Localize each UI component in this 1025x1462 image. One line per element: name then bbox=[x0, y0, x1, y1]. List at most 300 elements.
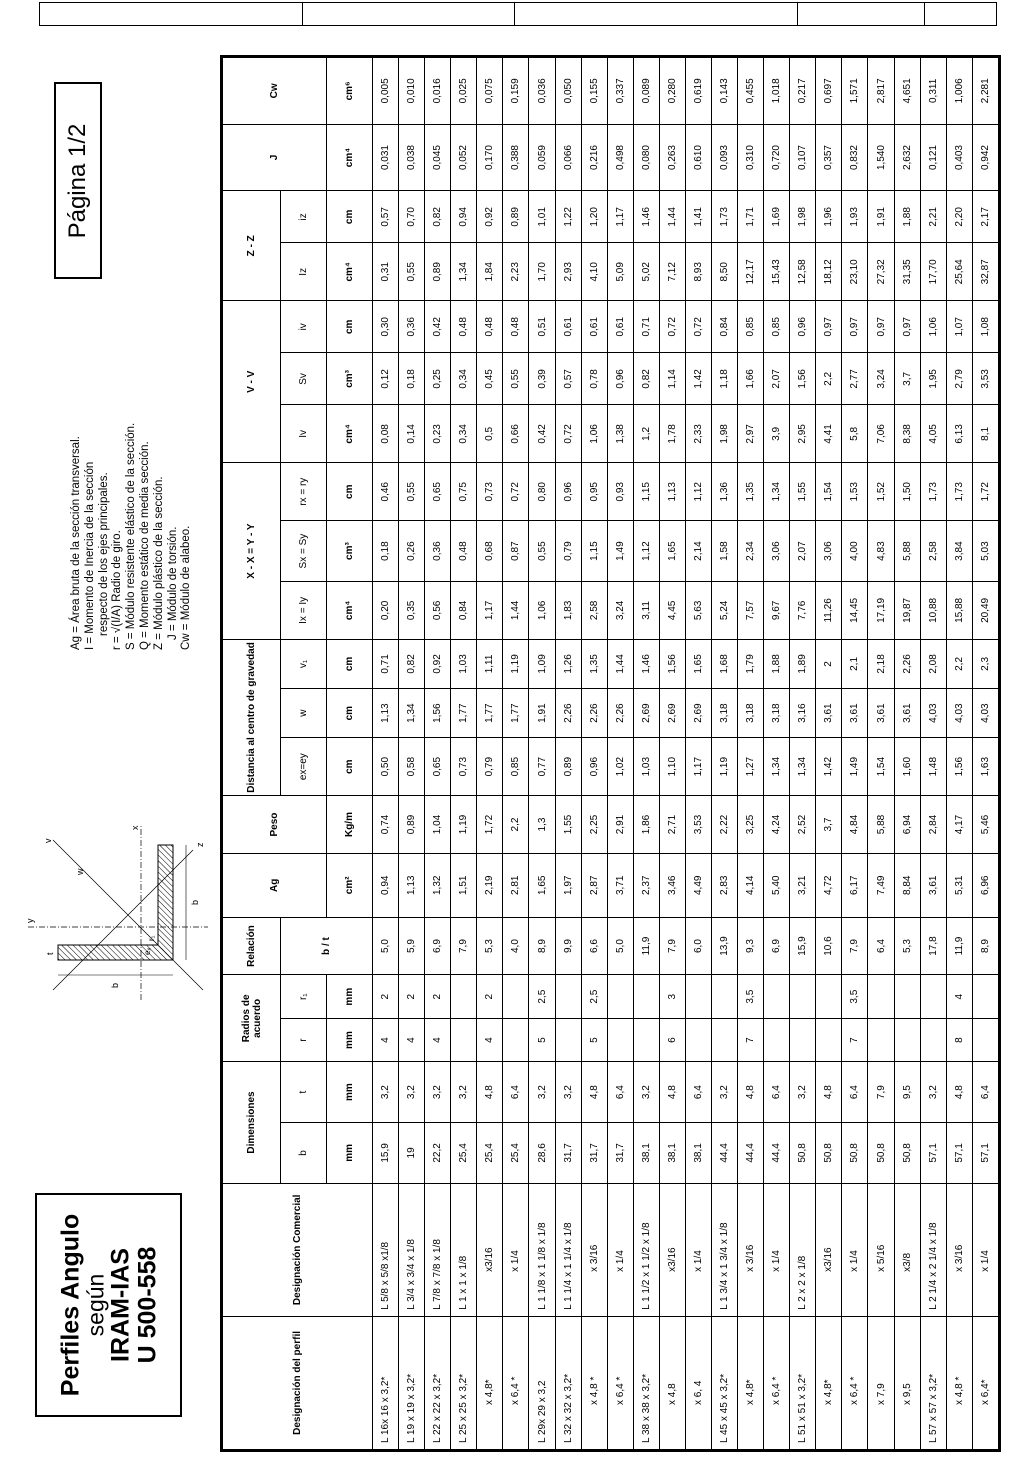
legend-line: Q = Momento estático de media sección. bbox=[138, 441, 151, 650]
cell-izs: 1,20 bbox=[581, 191, 607, 243]
cell-perfil: x 4,8 * bbox=[581, 1316, 607, 1449]
cell-izs: 0,82 bbox=[425, 191, 451, 243]
cell-peso: 4,17 bbox=[946, 796, 972, 854]
legend-line: r = √(I/A) Radio de giro. bbox=[111, 530, 124, 650]
cell-iv: 0,08 bbox=[373, 405, 399, 463]
cell-j: 0,052 bbox=[451, 124, 477, 191]
cell-ix: 5,63 bbox=[685, 581, 711, 639]
cell-comercial: L 1 1/2 x 1 1/2 x 1/8 bbox=[633, 1183, 659, 1316]
cell-cw: 0,016 bbox=[425, 58, 451, 125]
cell-perfil: x 7,9 bbox=[868, 1316, 894, 1449]
cell-comercial: L 2 x 2 x 1/8 bbox=[790, 1183, 816, 1316]
cell-ag: 4,49 bbox=[685, 853, 711, 917]
cell-izs: 1,46 bbox=[633, 191, 659, 243]
cell-peso: 5,88 bbox=[868, 796, 894, 854]
cell-ex: 0,85 bbox=[503, 738, 529, 796]
top-header-strip bbox=[39, 2, 997, 26]
cell-sx: 0,26 bbox=[399, 521, 425, 582]
cell-ivs: 0,97 bbox=[842, 301, 868, 353]
cell-perfil: L 19 x 19 x 3,2* bbox=[399, 1316, 425, 1449]
cell-peso: 2,91 bbox=[607, 796, 633, 854]
cell-r1: 3,5 bbox=[842, 975, 868, 1018]
cell-comercial: x 5/16 bbox=[868, 1183, 894, 1316]
cell-t: 6,4 bbox=[972, 1062, 998, 1123]
cell-rx: 1,12 bbox=[685, 463, 711, 521]
cell-iz: 23,10 bbox=[842, 243, 868, 301]
cell-iz: 1,84 bbox=[477, 243, 503, 301]
cell-ag: 3,21 bbox=[790, 853, 816, 917]
cell-iv: 7,06 bbox=[868, 405, 894, 463]
cell-iv: 2,97 bbox=[738, 405, 764, 463]
cell-peso: 4,84 bbox=[842, 796, 868, 854]
cell-sv: 0,45 bbox=[477, 353, 503, 405]
cell-iz: 1,70 bbox=[529, 243, 555, 301]
cell-cw: 0,155 bbox=[581, 58, 607, 125]
cell-perfil: L 51 x 51 x 3,2* bbox=[790, 1316, 816, 1449]
cell-ag: 2,87 bbox=[581, 853, 607, 917]
cell-r1 bbox=[685, 975, 711, 1018]
cell-b: 44,4 bbox=[764, 1123, 790, 1184]
cell-sv: 0,25 bbox=[425, 353, 451, 405]
cell-w: 2,69 bbox=[685, 689, 711, 738]
cell-ix: 10,88 bbox=[920, 581, 946, 639]
unit-rxry: cm bbox=[327, 463, 373, 521]
col-designacion-perfil: Designación del perfil bbox=[223, 1316, 373, 1449]
unit-ag: cm² bbox=[327, 853, 373, 917]
table-row bbox=[659, 58, 685, 1450]
cell-rx: 0,65 bbox=[425, 463, 451, 521]
cell-rx: 0,55 bbox=[399, 463, 425, 521]
cell-rx: 0,80 bbox=[529, 463, 555, 521]
cell-ix: 2,58 bbox=[581, 581, 607, 639]
cell-ivs: 0,30 bbox=[373, 301, 399, 353]
cell-peso: 6,94 bbox=[894, 796, 920, 854]
cell-rx: 1,34 bbox=[764, 463, 790, 521]
cell-j: 0,832 bbox=[842, 124, 868, 191]
cell-cw: 0,050 bbox=[555, 58, 581, 125]
unit-sxsy: cm³ bbox=[327, 521, 373, 582]
cell-b: 44,4 bbox=[738, 1123, 764, 1184]
cell-j: 0,045 bbox=[425, 124, 451, 191]
cell-b: 31,7 bbox=[581, 1123, 607, 1184]
cell-sx: 5,88 bbox=[894, 521, 920, 582]
cell-b: 15,9 bbox=[373, 1123, 399, 1184]
cell-j: 0,310 bbox=[738, 124, 764, 191]
cell-izs: 1,44 bbox=[659, 191, 685, 243]
cell-t: 6,4 bbox=[842, 1062, 868, 1123]
cell-r bbox=[633, 1018, 659, 1061]
col-distancia: Distancia al centro de gravedad bbox=[223, 639, 281, 795]
table-row bbox=[842, 58, 868, 1450]
cell-sv: 2,77 bbox=[842, 353, 868, 405]
cell-sv: 0,78 bbox=[581, 353, 607, 405]
cell-cw: 0,010 bbox=[399, 58, 425, 125]
cell-ix: 0,84 bbox=[451, 581, 477, 639]
cell-sx: 0,36 bbox=[425, 521, 451, 582]
unit-iv-small: cm bbox=[327, 301, 373, 353]
col-vv: V - V bbox=[223, 301, 281, 463]
cell-w: 1,77 bbox=[451, 689, 477, 738]
cell-peso: 0,89 bbox=[399, 796, 425, 854]
cell-b: 38,1 bbox=[659, 1123, 685, 1184]
cell-t: 3,2 bbox=[555, 1062, 581, 1123]
cell-perfil: L 57 x 57 x 3,2* bbox=[920, 1316, 946, 1449]
cell-comercial: x3/16 bbox=[816, 1183, 842, 1316]
cell-b: 50,8 bbox=[894, 1123, 920, 1184]
cell-ex: 0,73 bbox=[451, 738, 477, 796]
cell-b: 22,2 bbox=[425, 1123, 451, 1184]
cell-ex: 1,34 bbox=[790, 738, 816, 796]
table-row bbox=[764, 58, 790, 1450]
cell-b: 38,1 bbox=[633, 1123, 659, 1184]
cell-bt: 9,9 bbox=[555, 917, 581, 975]
cell-t: 4,8 bbox=[477, 1062, 503, 1123]
cell-bt: 8,9 bbox=[972, 917, 998, 975]
col-iv-small: iv bbox=[281, 301, 327, 353]
legend-line: respecto de los ejes principales. bbox=[97, 472, 110, 636]
cell-iz: 18,12 bbox=[816, 243, 842, 301]
cell-ix: 1,17 bbox=[477, 581, 503, 639]
cell-rx: 0,93 bbox=[607, 463, 633, 521]
cell-j: 0,263 bbox=[659, 124, 685, 191]
cell-bt: 11,9 bbox=[946, 917, 972, 975]
cell-r1 bbox=[894, 975, 920, 1018]
cell-r1: 2 bbox=[399, 975, 425, 1018]
cell-bt: 7,9 bbox=[842, 917, 868, 975]
cell-sx: 0,68 bbox=[477, 521, 503, 582]
cell-b: 19 bbox=[399, 1123, 425, 1184]
cell-rx: 1,35 bbox=[738, 463, 764, 521]
cell-ix: 1,06 bbox=[529, 581, 555, 639]
cell-j: 0,093 bbox=[712, 124, 738, 191]
col-j: J bbox=[223, 124, 327, 191]
cell-iv: 5,8 bbox=[842, 405, 868, 463]
cell-r1 bbox=[868, 975, 894, 1018]
cell-izs: 0,94 bbox=[451, 191, 477, 243]
cell-sv: 1,56 bbox=[790, 353, 816, 405]
cell-iv: 6,13 bbox=[946, 405, 972, 463]
cell-peso: 3,25 bbox=[738, 796, 764, 854]
cell-sx: 1,58 bbox=[712, 521, 738, 582]
cell-iv: 0,5 bbox=[477, 405, 503, 463]
unit-b: mm bbox=[327, 1123, 373, 1184]
cell-ix: 0,35 bbox=[399, 581, 425, 639]
cell-ag: 3,46 bbox=[659, 853, 685, 917]
cell-comercial: L 3/4 x 3/4 x 1/8 bbox=[399, 1183, 425, 1316]
cell-b: 50,8 bbox=[816, 1123, 842, 1184]
cell-comercial: L 1 x 1 x 1/8 bbox=[451, 1183, 477, 1316]
cell-ag: 1,97 bbox=[555, 853, 581, 917]
cell-bt: 6,9 bbox=[425, 917, 451, 975]
cell-w: 3,61 bbox=[842, 689, 868, 738]
cell-rx: 1,73 bbox=[920, 463, 946, 521]
cell-ag: 7,49 bbox=[868, 853, 894, 917]
cell-cw: 0,217 bbox=[790, 58, 816, 125]
cell-rx: 1,53 bbox=[842, 463, 868, 521]
cell-bt: 17,8 bbox=[920, 917, 946, 975]
cell-w: 3,61 bbox=[868, 689, 894, 738]
cell-rx: 1,55 bbox=[790, 463, 816, 521]
unit-sv: cm³ bbox=[327, 353, 373, 405]
cell-izs: 1,01 bbox=[529, 191, 555, 243]
cell-ivs: 0,97 bbox=[894, 301, 920, 353]
table-row bbox=[894, 58, 920, 1450]
cell-ix: 4,45 bbox=[659, 581, 685, 639]
table-row bbox=[451, 58, 477, 1450]
cell-peso: 1,86 bbox=[633, 796, 659, 854]
cell-ivs: 0,51 bbox=[529, 301, 555, 353]
cell-j: 0,107 bbox=[790, 124, 816, 191]
cell-v1: 1,11 bbox=[477, 639, 503, 688]
cell-r: 4 bbox=[399, 1018, 425, 1061]
cell-ivs: 0,48 bbox=[503, 301, 529, 353]
cell-iv: 2,95 bbox=[790, 405, 816, 463]
cell-r1 bbox=[633, 975, 659, 1018]
cell-comercial: L 2 1/4 x 2 1/4 x 1/8 bbox=[920, 1183, 946, 1316]
col-ag: Ag bbox=[223, 853, 327, 917]
cell-r: 7 bbox=[738, 1018, 764, 1061]
cell-comercial: L 1 1/4 x 1 1/4 x 1/8 bbox=[555, 1183, 581, 1316]
cell-sx: 0,87 bbox=[503, 521, 529, 582]
properties-table-frame bbox=[220, 55, 1001, 1452]
cell-ag: 3,61 bbox=[920, 853, 946, 917]
cell-b: 50,8 bbox=[868, 1123, 894, 1184]
legend-line: Ag = Área bruta de la sección transversal. bbox=[70, 436, 82, 650]
cell-sv: 2,79 bbox=[946, 353, 972, 405]
cell-ex: 1,56 bbox=[946, 738, 972, 796]
cell-izs: 0,70 bbox=[399, 191, 425, 243]
cell-cw: 0,337 bbox=[607, 58, 633, 125]
cell-bt: 9,3 bbox=[738, 917, 764, 975]
cell-v1: 0,92 bbox=[425, 639, 451, 688]
cell-b: 38,1 bbox=[685, 1123, 711, 1184]
cell-rx: 0,72 bbox=[503, 463, 529, 521]
cell-perfil: L 38 x 38 x 3,2* bbox=[633, 1316, 659, 1449]
cell-w: 2,26 bbox=[555, 689, 581, 738]
cell-r1: 4 bbox=[946, 975, 972, 1018]
unit-w: cm bbox=[327, 689, 373, 738]
cell-v1: 1,68 bbox=[712, 639, 738, 688]
cell-t: 6,4 bbox=[503, 1062, 529, 1123]
cell-rx: 0,46 bbox=[373, 463, 399, 521]
cell-peso: 2,52 bbox=[790, 796, 816, 854]
cell-sv: 0,96 bbox=[607, 353, 633, 405]
svg-text:w: w bbox=[75, 868, 85, 875]
svg-text:x: x bbox=[130, 825, 140, 830]
table-row bbox=[685, 58, 711, 1450]
col-sv: Sv bbox=[281, 353, 327, 405]
cell-r1: 3,5 bbox=[738, 975, 764, 1018]
cell-ex: 0,58 bbox=[399, 738, 425, 796]
cell-perfil: x 6,4 * bbox=[607, 1316, 633, 1449]
cell-comercial: x3/16 bbox=[659, 1183, 685, 1316]
properties-table bbox=[222, 57, 999, 1450]
cell-w: 1,77 bbox=[477, 689, 503, 738]
cell-comercial: x3/16 bbox=[477, 1183, 503, 1316]
cell-t: 3,2 bbox=[633, 1062, 659, 1123]
cell-bt: 5,0 bbox=[373, 917, 399, 975]
cell-bt: 5,9 bbox=[399, 917, 425, 975]
cell-iz: 32,87 bbox=[972, 243, 998, 301]
cell-bt: 10,6 bbox=[816, 917, 842, 975]
cell-iv: 4,05 bbox=[920, 405, 946, 463]
cell-perfil: x 6,4 * bbox=[503, 1316, 529, 1449]
cell-ag: 1,13 bbox=[399, 853, 425, 917]
cell-izs: 1,22 bbox=[555, 191, 581, 243]
cell-b: 50,8 bbox=[790, 1123, 816, 1184]
cell-sv: 3,24 bbox=[868, 353, 894, 405]
cell-sv: 0,82 bbox=[633, 353, 659, 405]
cell-peso: 3,53 bbox=[685, 796, 711, 854]
svg-text:b: b bbox=[110, 982, 120, 988]
cell-b: 50,8 bbox=[842, 1123, 868, 1184]
header-cell bbox=[798, 3, 925, 25]
cell-bt: 8,9 bbox=[529, 917, 555, 975]
cell-r1: 2 bbox=[477, 975, 503, 1018]
legend-line: I = Momento de Inercia de la sección bbox=[83, 461, 96, 650]
cell-ag: 1,32 bbox=[425, 853, 451, 917]
cell-w: 2,26 bbox=[607, 689, 633, 738]
cell-ag: 2,83 bbox=[712, 853, 738, 917]
cell-t: 3,2 bbox=[529, 1062, 555, 1123]
cell-cw: 0,036 bbox=[529, 58, 555, 125]
cell-sx: 1,49 bbox=[607, 521, 633, 582]
cell-ix: 17,19 bbox=[868, 581, 894, 639]
cell-iz: 12,58 bbox=[790, 243, 816, 301]
cell-cw: 0,619 bbox=[685, 58, 711, 125]
cell-ivs: 0,84 bbox=[712, 301, 738, 353]
cell-r1 bbox=[712, 975, 738, 1018]
cell-j: 0,216 bbox=[581, 124, 607, 191]
cell-sx: 3,84 bbox=[946, 521, 972, 582]
cell-perfil: L 22 x 22 x 3,2* bbox=[425, 1316, 451, 1449]
cell-perfil: x 4,8 bbox=[659, 1316, 685, 1449]
cell-ivs: 0,71 bbox=[633, 301, 659, 353]
cell-sv: 0,12 bbox=[373, 353, 399, 405]
cell-ix: 7,57 bbox=[738, 581, 764, 639]
cell-sv: 2,07 bbox=[764, 353, 790, 405]
col-zz: Z - Z bbox=[223, 191, 281, 301]
cell-v1: 2,3 bbox=[972, 639, 998, 688]
cell-w: 1,77 bbox=[503, 689, 529, 738]
cell-perfil: x 9,5 bbox=[894, 1316, 920, 1449]
cell-comercial: x 1/4 bbox=[972, 1183, 998, 1316]
cell-v1: 1,09 bbox=[529, 639, 555, 688]
cell-perfil: x 6,4* bbox=[972, 1316, 998, 1449]
cell-v1: 1,26 bbox=[555, 639, 581, 688]
cell-ag: 2,81 bbox=[503, 853, 529, 917]
cell-iz: 27,32 bbox=[868, 243, 894, 301]
cell-b: 44,4 bbox=[712, 1123, 738, 1184]
cell-ex: 0,77 bbox=[529, 738, 555, 796]
cell-rx: 0,96 bbox=[555, 463, 581, 521]
header-cell bbox=[303, 3, 515, 25]
cell-ix: 0,56 bbox=[425, 581, 451, 639]
cell-sv: 0,34 bbox=[451, 353, 477, 405]
cell-sv: 0,39 bbox=[529, 353, 555, 405]
cell-v1: 2,2 bbox=[946, 639, 972, 688]
cell-rx: 0,95 bbox=[581, 463, 607, 521]
cell-t: 4,8 bbox=[738, 1062, 764, 1123]
cell-w: 3,18 bbox=[738, 689, 764, 738]
cell-rx: 1,73 bbox=[946, 463, 972, 521]
col-exey: ex=ey bbox=[281, 738, 327, 796]
cell-iz: 31,35 bbox=[894, 243, 920, 301]
cell-sx: 2,14 bbox=[685, 521, 711, 582]
cell-sx: 1,15 bbox=[581, 521, 607, 582]
cell-peso: 2,25 bbox=[581, 796, 607, 854]
cell-j: 0,059 bbox=[529, 124, 555, 191]
cell-ag: 0,94 bbox=[373, 853, 399, 917]
cell-sx: 5,03 bbox=[972, 521, 998, 582]
cell-peso: 1,04 bbox=[425, 796, 451, 854]
cell-v1: 1,65 bbox=[685, 639, 711, 688]
svg-text:y: y bbox=[25, 918, 35, 923]
cell-r1 bbox=[920, 975, 946, 1018]
cell-w: 4,03 bbox=[920, 689, 946, 738]
cell-j: 1,540 bbox=[868, 124, 894, 191]
cell-comercial: x 3/16 bbox=[581, 1183, 607, 1316]
cell-peso: 2,71 bbox=[659, 796, 685, 854]
cell-t: 3,2 bbox=[790, 1062, 816, 1123]
col-v1: v₁ bbox=[281, 639, 327, 688]
table-row bbox=[399, 58, 425, 1450]
cell-perfil: L 25 x 25 x 3,2* bbox=[451, 1316, 477, 1449]
cell-t: 4,8 bbox=[659, 1062, 685, 1123]
cell-comercial: L 1 1/8 x 1 1/8 x 1/8 bbox=[529, 1183, 555, 1316]
col-xx: X - X = Y - Y bbox=[223, 463, 281, 640]
cell-t: 3,2 bbox=[399, 1062, 425, 1123]
cell-sx: 0,79 bbox=[555, 521, 581, 582]
cell-w: 4,03 bbox=[946, 689, 972, 738]
cell-iv: 1,98 bbox=[712, 405, 738, 463]
cell-v1: 2,08 bbox=[920, 639, 946, 688]
cell-ex: 0,79 bbox=[477, 738, 503, 796]
angle-profile-diagram bbox=[18, 815, 218, 1015]
title-box bbox=[35, 1193, 182, 1417]
cell-ex: 1,63 bbox=[972, 738, 998, 796]
cell-ivs: 1,07 bbox=[946, 301, 972, 353]
table-row bbox=[477, 58, 503, 1450]
cell-ag: 5,31 bbox=[946, 853, 972, 917]
cell-v1: 2 bbox=[816, 639, 842, 688]
cell-r1 bbox=[503, 975, 529, 1018]
cell-izs: 1,96 bbox=[816, 191, 842, 243]
cell-peso: 1,55 bbox=[555, 796, 581, 854]
cell-sx: 3,06 bbox=[816, 521, 842, 582]
cell-v1: 1,56 bbox=[659, 639, 685, 688]
cell-cw: 0,697 bbox=[816, 58, 842, 125]
cell-w: 4,03 bbox=[972, 689, 998, 738]
cell-ag: 8,84 bbox=[894, 853, 920, 917]
cell-v1: 2,18 bbox=[868, 639, 894, 688]
cell-j: 0,121 bbox=[920, 124, 946, 191]
cell-perfil: x 6,4 * bbox=[764, 1316, 790, 1449]
cell-cw: 0,089 bbox=[633, 58, 659, 125]
cell-b: 25,4 bbox=[503, 1123, 529, 1184]
cell-ivs: 0,48 bbox=[477, 301, 503, 353]
cell-t: 6,4 bbox=[764, 1062, 790, 1123]
cell-ix: 19,87 bbox=[894, 581, 920, 639]
cell-peso: 1,19 bbox=[451, 796, 477, 854]
cell-rx: 1,50 bbox=[894, 463, 920, 521]
table-row bbox=[972, 58, 998, 1450]
cell-w: 1,91 bbox=[529, 689, 555, 738]
cell-bt: 6,6 bbox=[581, 917, 607, 975]
cell-ivs: 0,97 bbox=[868, 301, 894, 353]
cell-b: 57,1 bbox=[972, 1123, 998, 1184]
cell-ag: 1,51 bbox=[451, 853, 477, 917]
